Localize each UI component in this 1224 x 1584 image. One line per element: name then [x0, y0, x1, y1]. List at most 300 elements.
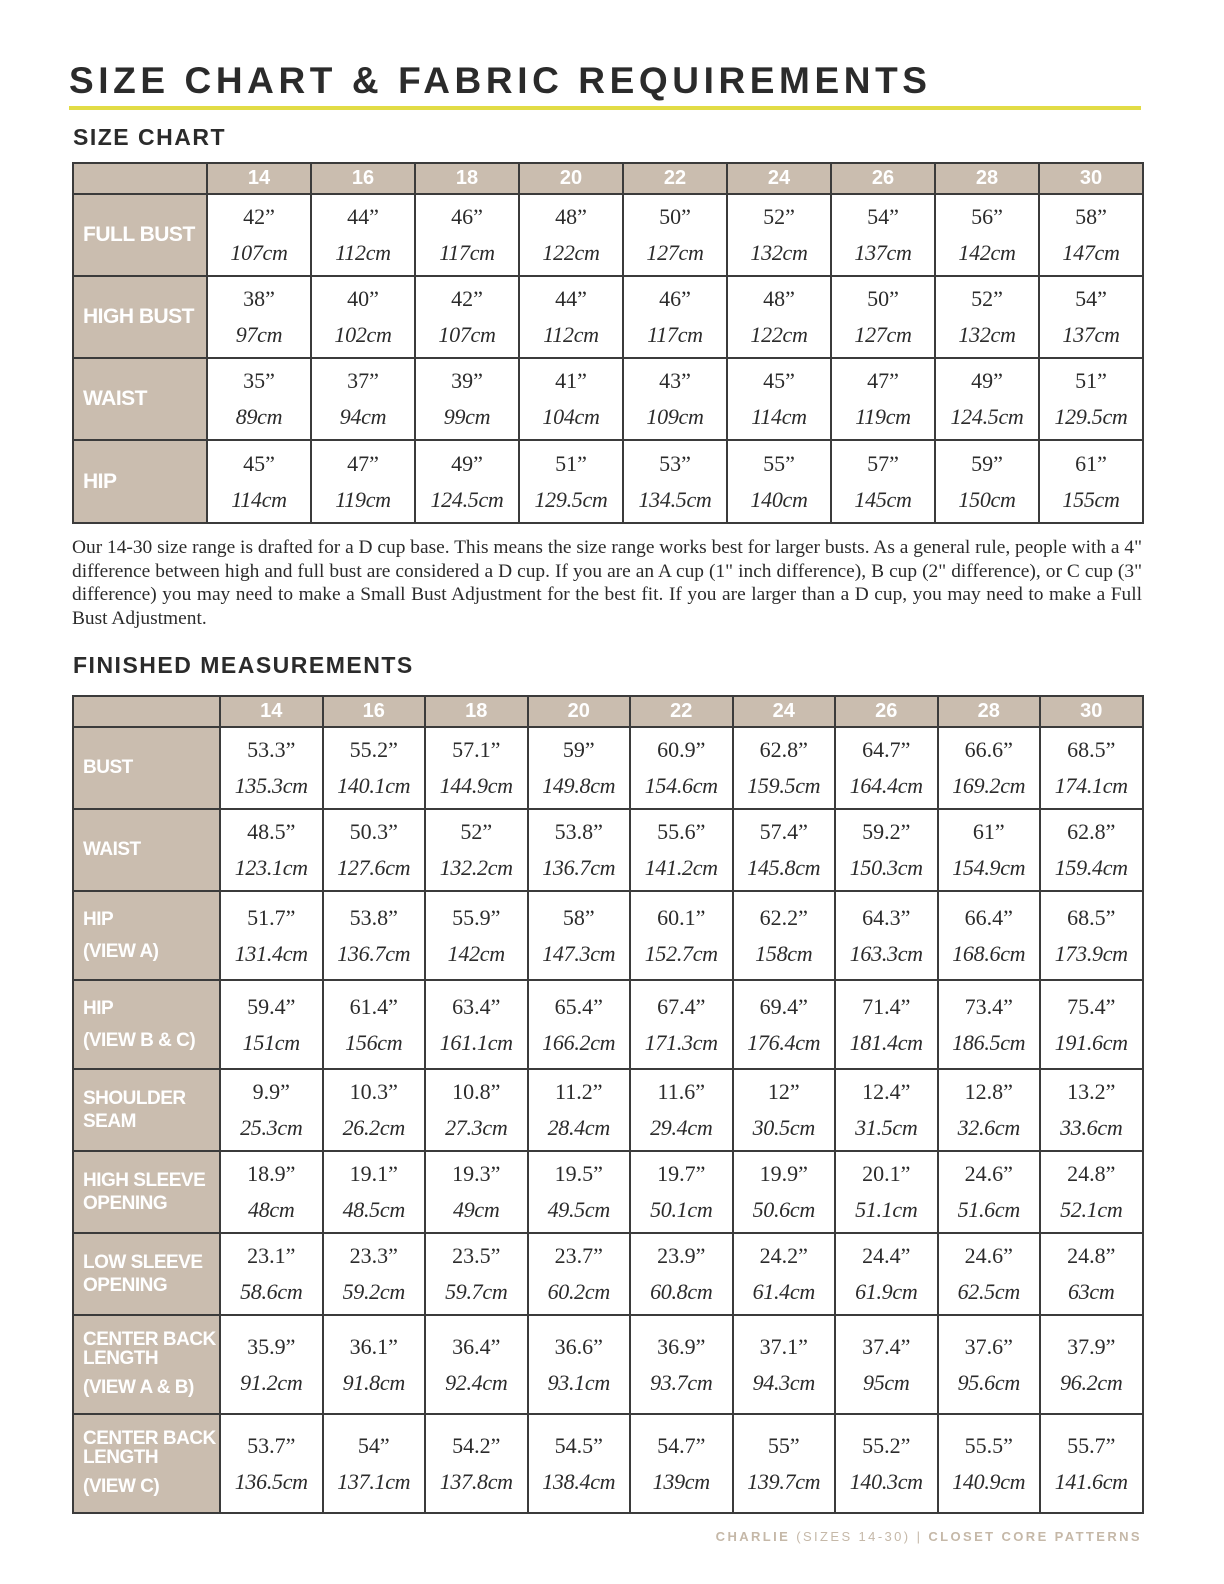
- measurement-cell: [207, 194, 311, 276]
- finished-measurements-table: [72, 695, 1144, 1514]
- size-header-20: 20: [528, 696, 631, 727]
- size-header-16: 16: [311, 163, 415, 194]
- cm-value: 136.7cm: [337, 940, 411, 966]
- size-header-18: 18: [425, 696, 528, 727]
- measurement-cell: [935, 194, 1039, 276]
- row-label-line: CENTER BACK: [83, 1427, 216, 1449]
- cm-value: 149.8cm: [542, 773, 616, 798]
- measurement-cell: [938, 980, 1041, 1069]
- inches-value: 62.8”: [1067, 819, 1116, 844]
- measurement-row: [73, 440, 1143, 523]
- row-label-line: (VIEW B & C): [83, 1029, 196, 1051]
- measurement-row: [73, 1315, 1143, 1414]
- measurement-cell: [519, 358, 623, 440]
- measurement-cell: [835, 809, 938, 891]
- measurement-row: [73, 727, 1143, 809]
- inches-value: 10.3”: [349, 1079, 398, 1104]
- measurement-cell: [623, 276, 727, 358]
- cm-value: 171.3cm: [644, 1029, 718, 1055]
- row-label-line: WAIST: [83, 839, 141, 861]
- inches-value: 59”: [971, 450, 1003, 476]
- inches-value: 68.5”: [1067, 737, 1116, 762]
- size-header-26: 26: [835, 696, 938, 727]
- row-label-line: OPENING: [83, 1193, 168, 1214]
- inches-value: 54.5”: [554, 1432, 603, 1458]
- measurement-cell: [311, 358, 415, 440]
- cm-value: 147cm: [1062, 240, 1120, 265]
- row-label-line: (VIEW A & B): [83, 1376, 194, 1398]
- measurement-cell: [623, 440, 727, 523]
- inches-value: 56”: [971, 204, 1003, 229]
- size-header-28: 28: [935, 163, 1039, 194]
- cm-value: 176.4cm: [747, 1029, 821, 1055]
- size-header-14: 14: [207, 163, 311, 194]
- inches-value: 66.4”: [964, 904, 1013, 930]
- inches-value: 13.2”: [1067, 1079, 1116, 1104]
- measurement-cell: [519, 276, 623, 358]
- inches-value: 47”: [347, 450, 379, 476]
- inches-value: 55.9”: [452, 904, 501, 930]
- measurement-cell: [323, 727, 426, 809]
- cm-value: 25.3cm: [240, 1115, 303, 1140]
- measurement-cell: [935, 276, 1039, 358]
- measurement-cell: [1040, 1233, 1143, 1315]
- measurement-cell: [528, 1233, 631, 1315]
- inches-value: 52”: [971, 286, 1003, 311]
- cm-value: 163.3cm: [849, 940, 923, 966]
- inches-value: 41”: [555, 368, 587, 393]
- cm-value: 59.2cm: [342, 1279, 405, 1304]
- measurement-cell: [938, 891, 1041, 980]
- inches-value: 24.6”: [964, 1243, 1013, 1268]
- cm-value: 30.5cm: [752, 1115, 815, 1140]
- measurement-cell: [425, 1069, 528, 1151]
- row-label-line: (VIEW C): [83, 1475, 160, 1497]
- measurement-cell: [630, 1151, 733, 1233]
- inches-value: 23.1”: [247, 1243, 296, 1268]
- measurement-row: [73, 1233, 1143, 1315]
- size-chart-table: [72, 162, 1144, 524]
- measurement-cell: [311, 194, 415, 276]
- measurement-cell: [727, 440, 831, 523]
- row-label: [73, 1315, 220, 1414]
- cm-value: 135.3cm: [234, 773, 308, 798]
- cm-value: 166.2cm: [542, 1029, 616, 1055]
- measurement-cell: [831, 276, 935, 358]
- cm-value: 122cm: [542, 240, 600, 265]
- cm-value: 129.5cm: [1054, 404, 1128, 429]
- measurement-cell: [733, 1233, 836, 1315]
- cm-value: 107cm: [230, 240, 288, 265]
- measurement-cell: [623, 194, 727, 276]
- inches-value: 51”: [1075, 368, 1107, 393]
- measurement-cell: [220, 1233, 323, 1315]
- row-label: [73, 194, 207, 276]
- inches-value: 58”: [562, 904, 595, 930]
- cm-value: 33.6cm: [1060, 1115, 1123, 1140]
- inches-value: 19.3”: [452, 1161, 501, 1186]
- measurement-cell: [220, 1069, 323, 1151]
- inches-value: 37.6”: [964, 1333, 1013, 1359]
- cm-value: 156cm: [345, 1029, 403, 1055]
- inches-value: 12”: [767, 1079, 800, 1104]
- inches-value: 24.6”: [964, 1161, 1013, 1186]
- inches-value: 55”: [763, 450, 795, 476]
- inches-value: 37.1”: [759, 1333, 808, 1359]
- inches-value: 68.5”: [1067, 904, 1116, 930]
- measurement-cell: [323, 1233, 426, 1315]
- cm-value: 52.1cm: [1060, 1197, 1123, 1222]
- cm-value: 102cm: [334, 322, 392, 347]
- inches-value: 64.7”: [862, 737, 911, 762]
- measurement-cell: [323, 1151, 426, 1233]
- row-label: [73, 440, 207, 523]
- measurement-cell: [727, 358, 831, 440]
- measurement-cell: [938, 727, 1041, 809]
- cm-value: 137cm: [854, 240, 912, 265]
- measurement-cell: [1039, 358, 1143, 440]
- measurement-cell: [835, 1414, 938, 1513]
- size-chart-heading: SIZE CHART: [73, 124, 226, 150]
- inches-value: 23.5”: [452, 1243, 501, 1268]
- inches-value: 64.3”: [862, 904, 911, 930]
- measurement-cell: [425, 980, 528, 1069]
- inches-value: 36.4”: [452, 1333, 501, 1359]
- measurement-cell: [733, 727, 836, 809]
- row-label-line: WAIST: [83, 387, 147, 410]
- inches-value: 19.1”: [349, 1161, 398, 1186]
- measurement-cell: [630, 980, 733, 1069]
- measurement-cell: [1040, 1414, 1143, 1513]
- measurement-cell: [528, 1414, 631, 1513]
- cm-value: 91.2cm: [240, 1369, 303, 1395]
- measurement-cell: [220, 1414, 323, 1513]
- inches-value: 55.2”: [862, 1432, 911, 1458]
- inches-value: 43”: [659, 368, 691, 393]
- cm-value: 174.1cm: [1054, 773, 1128, 798]
- footer-pattern-name: CHARLIE: [715, 1529, 791, 1544]
- measurement-cell: [1040, 891, 1143, 980]
- inches-value: 60.9”: [657, 737, 706, 762]
- inches-value: 55.7”: [1067, 1432, 1116, 1458]
- inches-value: 71.4”: [862, 993, 911, 1019]
- cm-value: 119cm: [855, 404, 911, 429]
- inches-value: 48”: [763, 286, 795, 311]
- inches-value: 52”: [460, 819, 493, 844]
- cm-value: 51.1cm: [855, 1197, 918, 1222]
- row-label: [73, 358, 207, 440]
- cm-value: 114cm: [231, 486, 287, 512]
- inches-value: 57.1”: [452, 737, 501, 762]
- row-label-line: HIP: [83, 998, 114, 1020]
- row-label-line: OPENING: [83, 1275, 168, 1296]
- inches-value: 48.5”: [247, 819, 296, 844]
- size-header-22: 22: [623, 163, 727, 194]
- measurement-row: [73, 194, 1143, 276]
- inches-value: 42”: [243, 204, 275, 229]
- cm-value: 137cm: [1062, 322, 1120, 347]
- inches-value: 62.8”: [759, 737, 808, 762]
- measurement-cell: [630, 727, 733, 809]
- size-header-22: 22: [630, 696, 733, 727]
- cm-value: 61.4cm: [752, 1279, 815, 1304]
- measurement-cell: [323, 809, 426, 891]
- row-label: [73, 727, 220, 809]
- measurement-cell: [1040, 1151, 1143, 1233]
- measurement-cell: [415, 194, 519, 276]
- measurement-cell: [425, 1315, 528, 1414]
- title-rule: [69, 106, 1141, 110]
- inches-value: 23.7”: [554, 1243, 603, 1268]
- cm-value: 119cm: [335, 486, 391, 512]
- measurement-cell: [630, 1069, 733, 1151]
- measurement-cell: [425, 1233, 528, 1315]
- cm-value: 48cm: [248, 1197, 295, 1222]
- cm-value: 154.6cm: [644, 773, 718, 798]
- size-header-16: 16: [323, 696, 426, 727]
- inches-value: 58”: [1075, 204, 1107, 229]
- cm-value: 159.5cm: [747, 773, 821, 798]
- inches-value: 75.4”: [1067, 993, 1116, 1019]
- inches-value: 18.9”: [247, 1161, 296, 1186]
- measurement-cell: [831, 358, 935, 440]
- cm-value: 159.4cm: [1054, 855, 1128, 880]
- inches-value: 73.4”: [964, 993, 1013, 1019]
- measurement-cell: [1039, 194, 1143, 276]
- inches-value: 55.6”: [657, 819, 706, 844]
- inches-value: 10.8”: [452, 1079, 501, 1104]
- measurement-cell: [935, 440, 1039, 523]
- cm-value: 107cm: [438, 322, 496, 347]
- inches-value: 12.8”: [964, 1079, 1013, 1104]
- cm-value: 95.6cm: [957, 1369, 1020, 1395]
- cm-value: 158cm: [755, 940, 813, 966]
- inches-value: 61.4”: [349, 993, 398, 1019]
- cm-value: 129.5cm: [534, 486, 608, 512]
- inches-value: 53.3”: [247, 737, 296, 762]
- inches-value: 44”: [555, 286, 587, 311]
- measurement-cell: [519, 440, 623, 523]
- inches-value: 39”: [451, 368, 483, 393]
- footer-size-range: (SIZES 14-30): [796, 1529, 911, 1544]
- cm-value: 138.4cm: [542, 1468, 616, 1494]
- measurement-cell: [220, 1151, 323, 1233]
- measurement-row: [73, 1151, 1143, 1233]
- row-label-line: SHOULDER: [83, 1087, 186, 1109]
- finished-corner: [73, 696, 220, 727]
- inches-value: 45”: [763, 368, 795, 393]
- inches-value: 37”: [347, 368, 379, 393]
- cm-value: 169.2cm: [952, 773, 1026, 798]
- measurement-cell: [323, 980, 426, 1069]
- footer-separator: |: [916, 1529, 923, 1544]
- cm-value: 142cm: [958, 240, 1016, 265]
- cm-value: 140.9cm: [952, 1468, 1026, 1494]
- inches-value: 45”: [243, 450, 275, 476]
- cm-value: 60.2cm: [547, 1279, 610, 1304]
- inches-value: 59.2”: [862, 819, 911, 844]
- cm-value: 27.3cm: [445, 1115, 508, 1140]
- inches-value: 46”: [451, 204, 483, 229]
- cm-value: 140.1cm: [337, 773, 411, 798]
- measurement-cell: [835, 727, 938, 809]
- cm-value: 59.7cm: [445, 1279, 508, 1304]
- measurement-cell: [623, 358, 727, 440]
- cm-value: 141.2cm: [644, 855, 718, 880]
- row-label: [73, 276, 207, 358]
- cm-value: 91.8cm: [342, 1369, 405, 1395]
- row-label: [73, 980, 220, 1069]
- cm-value: 154.9cm: [952, 855, 1026, 880]
- row-label-line: LOW SLEEVE: [83, 1251, 203, 1273]
- cm-value: 150.3cm: [849, 855, 923, 880]
- cm-value: 139.7cm: [747, 1468, 821, 1494]
- inches-value: 53.8”: [554, 819, 603, 844]
- measurement-cell: [207, 276, 311, 358]
- cm-value: 26.2cm: [342, 1115, 405, 1140]
- cm-value: 117cm: [647, 322, 703, 347]
- size-chart-corner: [73, 163, 207, 194]
- size-header-26: 26: [831, 163, 935, 194]
- measurement-cell: [323, 1315, 426, 1414]
- page-footer: [716, 1529, 1142, 1544]
- measurement-cell: [425, 727, 528, 809]
- cm-value: 60.8cm: [650, 1279, 713, 1304]
- cm-value: 112cm: [543, 322, 599, 347]
- cm-value: 109cm: [646, 404, 704, 429]
- cm-value: 99cm: [443, 404, 491, 429]
- cm-value: 93.1cm: [547, 1369, 610, 1395]
- measurement-cell: [835, 1315, 938, 1414]
- measurement-cell: [528, 980, 631, 1069]
- inches-value: 23.9”: [657, 1243, 706, 1268]
- inches-value: 47”: [867, 368, 899, 393]
- inches-value: 59”: [562, 737, 595, 762]
- cm-value: 127.6cm: [337, 855, 411, 880]
- measurement-cell: [733, 1151, 836, 1233]
- measurement-cell: [425, 809, 528, 891]
- inches-value: 35.9”: [247, 1333, 296, 1359]
- cm-value: 63cm: [1068, 1279, 1115, 1304]
- row-label-line: FULL BUST: [83, 223, 195, 246]
- footer-brand: CLOSET CORE PATTERNS: [928, 1529, 1142, 1544]
- measurement-cell: [311, 440, 415, 523]
- row-label: [73, 809, 220, 891]
- cm-value: 104cm: [542, 404, 600, 429]
- cm-value: 137.1cm: [337, 1468, 411, 1494]
- measurement-cell: [220, 891, 323, 980]
- inches-value: 9.9”: [252, 1079, 290, 1104]
- inches-value: 37.9”: [1067, 1333, 1116, 1359]
- cm-value: 150cm: [958, 486, 1016, 512]
- inches-value: 55.2”: [349, 737, 398, 762]
- measurement-cell: [220, 809, 323, 891]
- cm-value: 124.5cm: [430, 486, 504, 512]
- measurement-cell: [1040, 980, 1143, 1069]
- cm-value: 139cm: [652, 1468, 710, 1494]
- measurement-cell: [528, 1315, 631, 1414]
- cm-value: 29.4cm: [650, 1115, 713, 1140]
- measurement-cell: [733, 1315, 836, 1414]
- size-header-20: 20: [519, 163, 623, 194]
- inches-value: 51”: [555, 450, 587, 476]
- cm-value: 117cm: [439, 240, 495, 265]
- measurement-cell: [835, 1069, 938, 1151]
- inches-value: 54.7”: [657, 1432, 706, 1458]
- cm-value: 191.6cm: [1054, 1029, 1128, 1055]
- row-label-line: LENGTH: [83, 1347, 159, 1369]
- inches-value: 38”: [243, 286, 275, 311]
- inches-value: 57.4”: [759, 819, 808, 844]
- cm-value: 152.7cm: [644, 940, 718, 966]
- cm-value: 131.4cm: [234, 940, 308, 966]
- measurement-cell: [528, 1151, 631, 1233]
- cm-value: 61.9cm: [855, 1279, 918, 1304]
- measurement-cell: [207, 440, 311, 523]
- cm-value: 151cm: [242, 1029, 300, 1055]
- cm-value: 136.5cm: [234, 1468, 308, 1494]
- cm-value: 145cm: [854, 486, 912, 512]
- inches-value: 48”: [555, 204, 587, 229]
- measurement-cell: [1039, 440, 1143, 523]
- inches-value: 24.8”: [1067, 1243, 1116, 1268]
- cm-value: 144.9cm: [439, 773, 513, 798]
- measurement-cell: [630, 1233, 733, 1315]
- inches-value: 62.2”: [759, 904, 808, 930]
- measurement-cell: [935, 358, 1039, 440]
- measurement-cell: [630, 1414, 733, 1513]
- cm-value: 147.3cm: [542, 940, 616, 966]
- inches-value: 65.4”: [554, 993, 603, 1019]
- size-header-18: 18: [415, 163, 519, 194]
- inches-value: 50”: [659, 204, 691, 229]
- cm-value: 142cm: [447, 940, 505, 966]
- row-label-line: LENGTH: [83, 1446, 159, 1468]
- measurement-cell: [528, 809, 631, 891]
- inches-value: 11.2”: [555, 1079, 603, 1104]
- inches-value: 61”: [972, 819, 1005, 844]
- size-chart-header-row: [73, 163, 1143, 194]
- inches-value: 46”: [659, 286, 691, 311]
- cm-value: 137.8cm: [439, 1468, 513, 1494]
- measurement-cell: [220, 980, 323, 1069]
- inches-value: 54”: [867, 204, 899, 229]
- measurement-cell: [415, 276, 519, 358]
- measurement-row: [73, 980, 1143, 1069]
- cm-value: 62.5cm: [957, 1279, 1020, 1304]
- inches-value: 53”: [659, 450, 691, 476]
- measurement-cell: [1040, 1315, 1143, 1414]
- size-header-24: 24: [727, 163, 831, 194]
- cm-value: 32.6cm: [957, 1115, 1020, 1140]
- cm-value: 50.6cm: [752, 1197, 815, 1222]
- row-label-line: HIGH BUST: [83, 305, 194, 328]
- measurement-cell: [519, 194, 623, 276]
- inches-value: 37.4”: [862, 1333, 911, 1359]
- measurement-cell: [831, 440, 935, 523]
- measurement-cell: [733, 809, 836, 891]
- row-label: [73, 1151, 220, 1233]
- inches-value: 12.4”: [862, 1079, 911, 1104]
- cm-value: 140cm: [750, 486, 808, 512]
- cm-value: 93.7cm: [650, 1369, 713, 1395]
- finished-body: [73, 727, 1143, 1513]
- cm-value: 112cm: [335, 240, 391, 265]
- inches-value: 24.4”: [862, 1243, 911, 1268]
- measurement-cell: [733, 1414, 836, 1513]
- measurement-cell: [938, 1069, 1041, 1151]
- row-label-line: (VIEW A): [83, 940, 159, 962]
